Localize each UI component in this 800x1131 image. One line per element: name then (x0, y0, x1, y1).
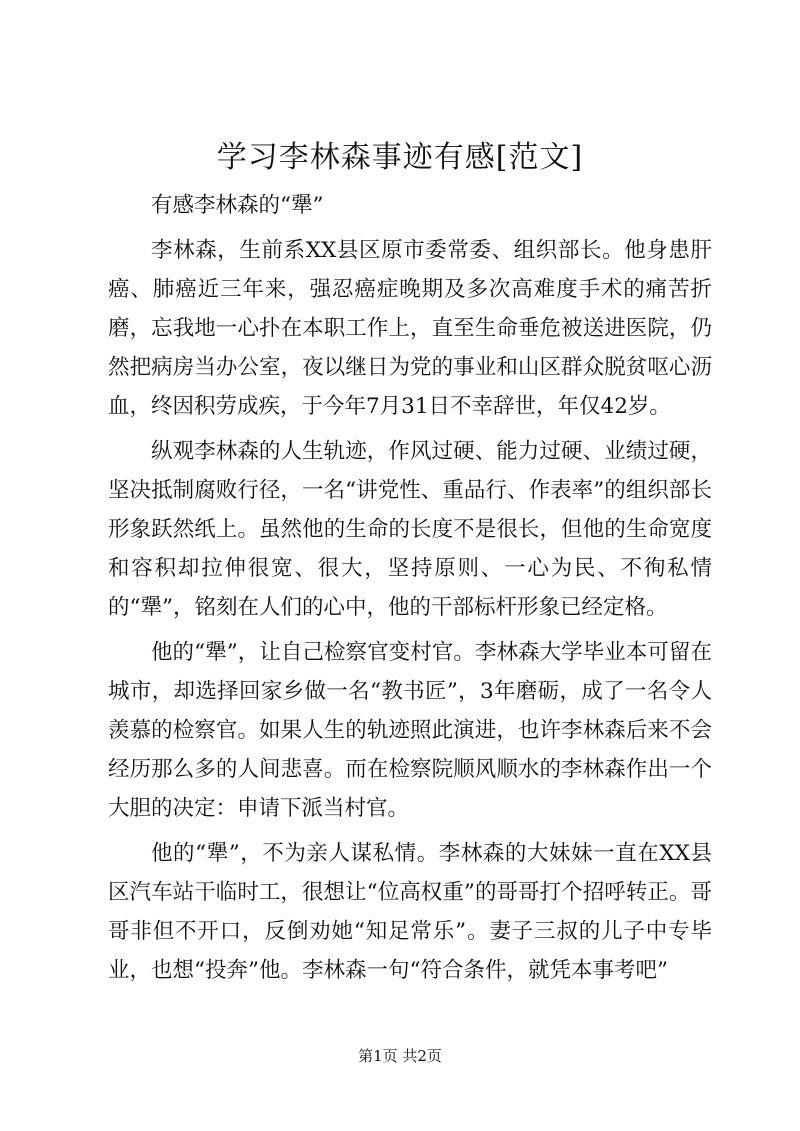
document-body (108, 186, 712, 990)
body-paragraph-1: 李林森，生前系XX县区原市委常委、组织部长。他身患肝癌、肺癌近三年来，强忍癌症晚期及多次高难度手术的痛苦折磨，忘我地一心扑在本职工作上，直至生命垂危被送进医院，仍然把病房当办公室，夜以继日为党的事业和山区群众脱贫呕心沥血，终因积劳成疾，于今年7月31日不幸辞世，年仅42岁。 (108, 238, 712, 419)
subtitle-paragraph: 有感李林森的“犟” (151, 193, 324, 218)
body-paragraph-3: 他的“犟”，让自己检察官变村官。李林森大学毕业本可留在城市，却选择回家乡做一名“教书匠”，3年磨砺，成了一名令人羡慕的检察官。如果人生的轨迹照此演进，也许李林森后来不会经历那么多的人间悲喜。而在检察院顺风顺水的李林森作出一个大胆的决定：申请下派当村官。 (108, 640, 712, 821)
page-number-footer: 第1页 共2页 (358, 1047, 442, 1065)
body-paragraph-2: 纵观李林森的人生轨迹，作风过硬、能力过硬、业绩过硬，坚决抵制腐败行径，一名“讲党性、重品行、作表率”的组织部长形象跃然纸上。虽然他的生命的长度不是很长，但他的生命宽度和容积却拉伸很宽、很大，坚持原则、一心为民、不徇私情的“犟”，铭刻在人们的心中，他的干部标杆形象已经定格。 (108, 439, 712, 620)
document-title: 学习李林森事迹有感[范文] (216, 140, 584, 175)
body-paragraph-4: 他的“犟”，不为亲人谋私情。李林森的大妹妹一直在XX县区汽车站干临时工，很想让“位高权重”的哥哥打个招呼转正。哥哥非但不开口，反倒劝她“知足常乐”。妻子三叔的儿子中专毕业，也想“投奔”他。李林森一句“符合条件，就凭本事考吧” (108, 841, 712, 983)
